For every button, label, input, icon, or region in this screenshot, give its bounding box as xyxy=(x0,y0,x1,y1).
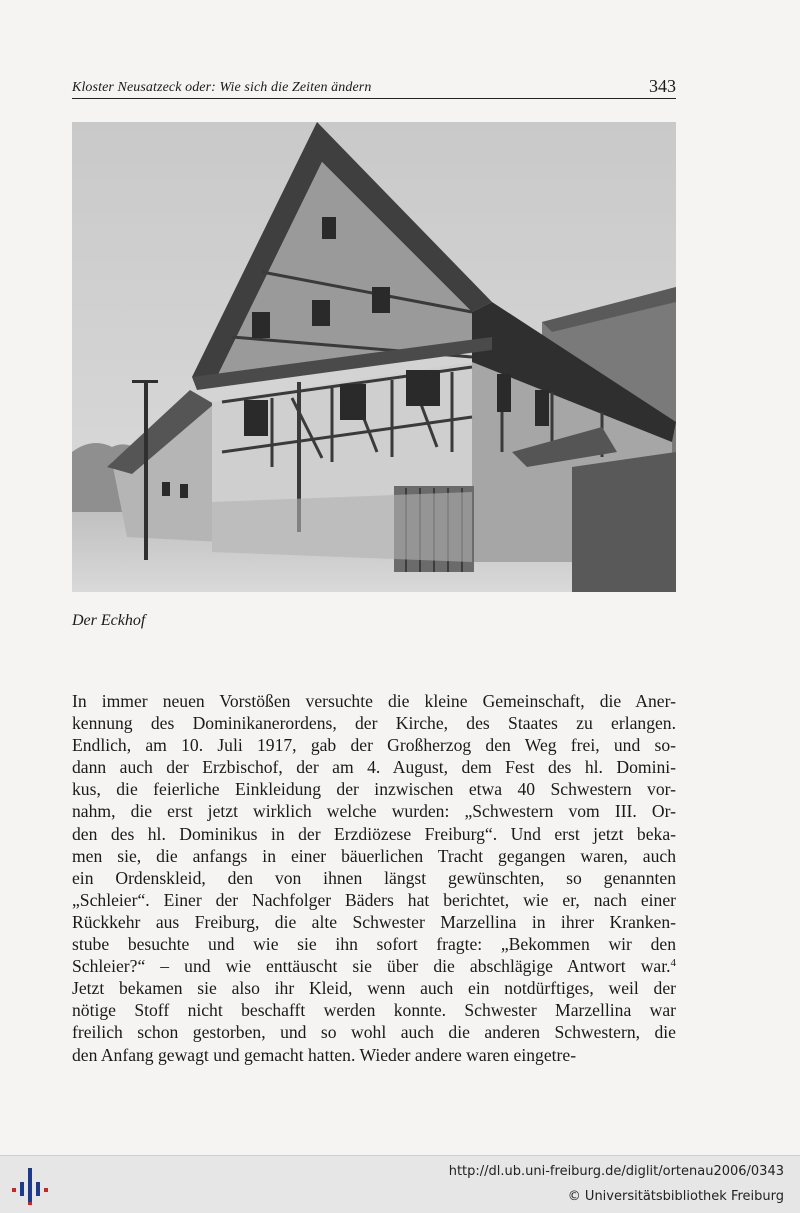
running-title: Kloster Neusatzeck oder: Wie sich die Zeiten ändern xyxy=(72,80,372,95)
library-logo-icon xyxy=(10,1164,50,1206)
body-paragraph xyxy=(72,690,676,1066)
text-line: Rückkehr aus Freiburg, die alte Schwester Marzellina in ihrer Kranken- xyxy=(72,911,676,932)
text-line: den des hl. Dominikus in der Erzdiözese Freiburg“. Und erst jetzt beka- xyxy=(72,823,676,844)
text-line: kus, die feierliche Einkleidung der inzwischen etwa 40 Schwestern vor- xyxy=(72,779,676,800)
text-line: men sie, die anfangs in einer bäuerlichen Tracht gegangen waren, auch xyxy=(72,845,676,866)
text-line: den Anfang gewagt und gemacht hatten. Wieder andere waren eingetre- xyxy=(72,1044,577,1065)
text-line: „Schleier“. Einer der Nachfolger Bäders hat berichtet, wie er, nach einer xyxy=(72,889,676,910)
text-line: nötige Stoff nicht beschafft werden konnte. Schwester Marzellina war xyxy=(72,1000,676,1021)
text-line-content: Schleier?“ – und wie enttäuscht sie über die abschlägige Antwort war. xyxy=(72,956,671,977)
page-number: 343 xyxy=(649,76,676,96)
text-line: freilich schon gestorben, und so wohl auch die anderen Schwestern, die xyxy=(72,1022,676,1043)
text-line: dann auch der Erzbischof, der am 4. August, dem Fest des hl. Domini- xyxy=(72,757,676,778)
running-header xyxy=(72,76,676,99)
text-line: kennung des Dominikanerordens, der Kirche, des Staates zu erlangen. xyxy=(72,713,676,734)
text-line-with-footnote xyxy=(72,955,676,977)
viewer-footer xyxy=(0,1155,800,1213)
text-line: Jetzt bekamen sie also ihr Kleid, wenn auch ein notdürftiges, weil der xyxy=(72,978,676,999)
permalink-url[interactable]: http://dl.ub.uni-freiburg.de/diglit/ortenau2006/0343 xyxy=(448,1164,784,1179)
text-line: stube besuchte und wie sie ihn sofort fragte: „Bekommen wir den xyxy=(72,934,676,955)
footnote-marker[interactable]: 4 xyxy=(670,957,676,970)
text-line: ein Ordenskleid, den von ihnen längst gewünschten, so genannten xyxy=(72,867,676,888)
text-line: In immer neuen Vorstößen versuchte die kleine Gemeinschaft, die Aner- xyxy=(72,691,676,711)
text-line: nahm, die erst jetzt wirklich welche wurden: „Schwestern vom III. Or- xyxy=(72,801,676,822)
eckhof-photograph xyxy=(72,122,676,592)
text-line: Endlich, am 10. Juli 1917, gab der Großherzog den Weg frei, und so- xyxy=(72,735,676,756)
figure-caption: Der Eckhof xyxy=(72,612,146,629)
copyright-notice: © Universitätsbibliothek Freiburg xyxy=(567,1189,784,1204)
